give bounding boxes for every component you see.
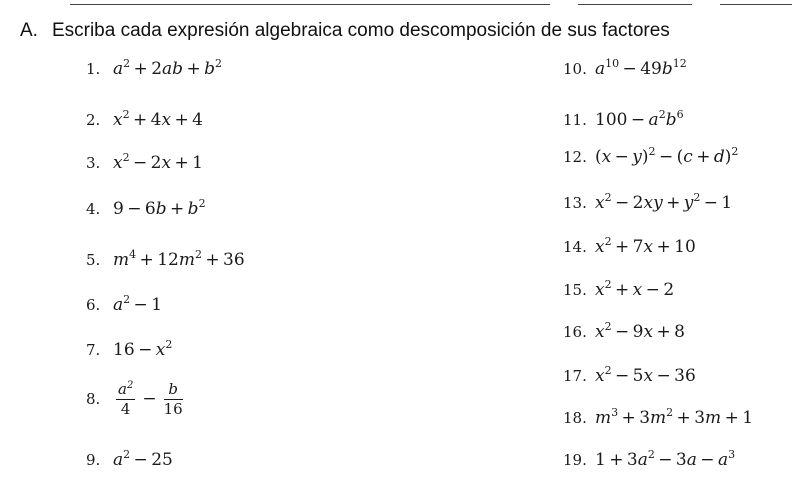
fraction-numerator: b [168,379,178,398]
exercise-number: 19. [563,451,587,469]
exercise-3 [86,151,203,173]
exercise-expression: $x^2 - 5x - 36$ [595,364,696,386]
exercise-expression: $1 + 3a^2 - 3a - a^3$ [595,448,736,470]
exercise-9 [86,448,173,470]
exercise-7 [86,338,173,360]
fraction-b-over-16 [163,379,183,418]
exercise-17 [563,364,696,386]
exercise-expression: $a^{10} - 49b^{12}$ [595,57,687,79]
top-rule-right [720,4,792,5]
fraction-numerator: a [118,380,127,398]
exercise-19 [563,448,736,470]
top-rule-middle [578,4,692,5]
exercise-number: 17. [563,367,587,385]
exercise-8 [86,381,186,417]
exercise-16 [563,320,685,342]
exercise-15 [563,278,675,300]
exercise-number: 13. [563,194,587,212]
exercise-expression: $a^2 + 2ab + b^2$ [113,57,223,79]
exercise-number: 15. [563,281,587,299]
exercise-4 [86,197,206,219]
exercise-number: 14. [563,238,587,256]
exercise-expression: $m^4 + 12m^2 + 36$ [113,248,245,270]
exercise-11 [563,108,684,130]
exercise-number: 5. [86,251,101,269]
exercise-number: 8. [86,389,101,408]
section-title: Escriba cada expresión algebraica como descomposición de sus factores [51,20,670,41]
exercise-number: 10. [563,60,587,78]
section-heading [20,20,670,42]
minus-sign: − [142,388,157,409]
exercise-number: 9. [86,451,101,469]
exercise-expression: $x^2 - 2xy + y^2 - 1$ [595,191,733,213]
fraction-denominator: 4 [120,400,131,418]
exercise-expression: $a^2 - 1$ [113,293,163,315]
exercise-expression: $x^2 + 7x + 10$ [595,235,696,257]
exercise-expression: $(x - y)^2 - (c + d)^2$ [595,145,739,167]
exercise-12 [563,145,739,167]
exercise-13 [563,191,733,213]
exercise-expression: $m^3 + 3m^2 + 3m + 1$ [595,406,754,428]
exercise-number: 6. [86,296,101,314]
exercise-number: 3. [86,154,101,172]
exercise-expression: $x^2 + x - 2$ [595,278,675,300]
exercise-expression: $x^2 - 9x + 8$ [595,320,685,342]
exercise-expression: $100 - a^2b^6$ [595,108,684,130]
exercise-6 [86,293,163,315]
exercise-number: 18. [563,409,587,427]
exercise-number: 7. [86,341,101,359]
fraction-numerator-exponent: 2 [126,380,134,391]
exercise-number: 2. [86,111,101,129]
exercise-number: 16. [563,323,587,341]
exercise-expression: $16 - x^2$ [113,338,173,360]
exercise-14 [563,235,696,257]
exercise-expression: $a^2 - 25$ [113,448,173,470]
exercise-2 [86,108,203,130]
exercise-expression: $x^2 + 4x + 4$ [113,108,203,130]
fraction-denominator: 16 [163,399,183,418]
exercise-number: 4. [86,200,101,218]
exercise-5 [86,248,245,270]
fraction-a-squared-over-4 [116,381,135,417]
top-rule-left [70,4,550,5]
exercise-expression: $9 - 6b + b^2$ [113,197,206,219]
exercise-18 [563,406,754,428]
exercise-number: 12. [563,148,587,166]
exercise-number: 1. [86,60,101,78]
section-letter: A. [20,20,38,41]
exercise-number: 11. [563,111,587,129]
exercise-10 [563,57,687,79]
exercise-1 [86,57,223,79]
exercise-expression: $x^2 - 2x + 1$ [113,151,203,173]
